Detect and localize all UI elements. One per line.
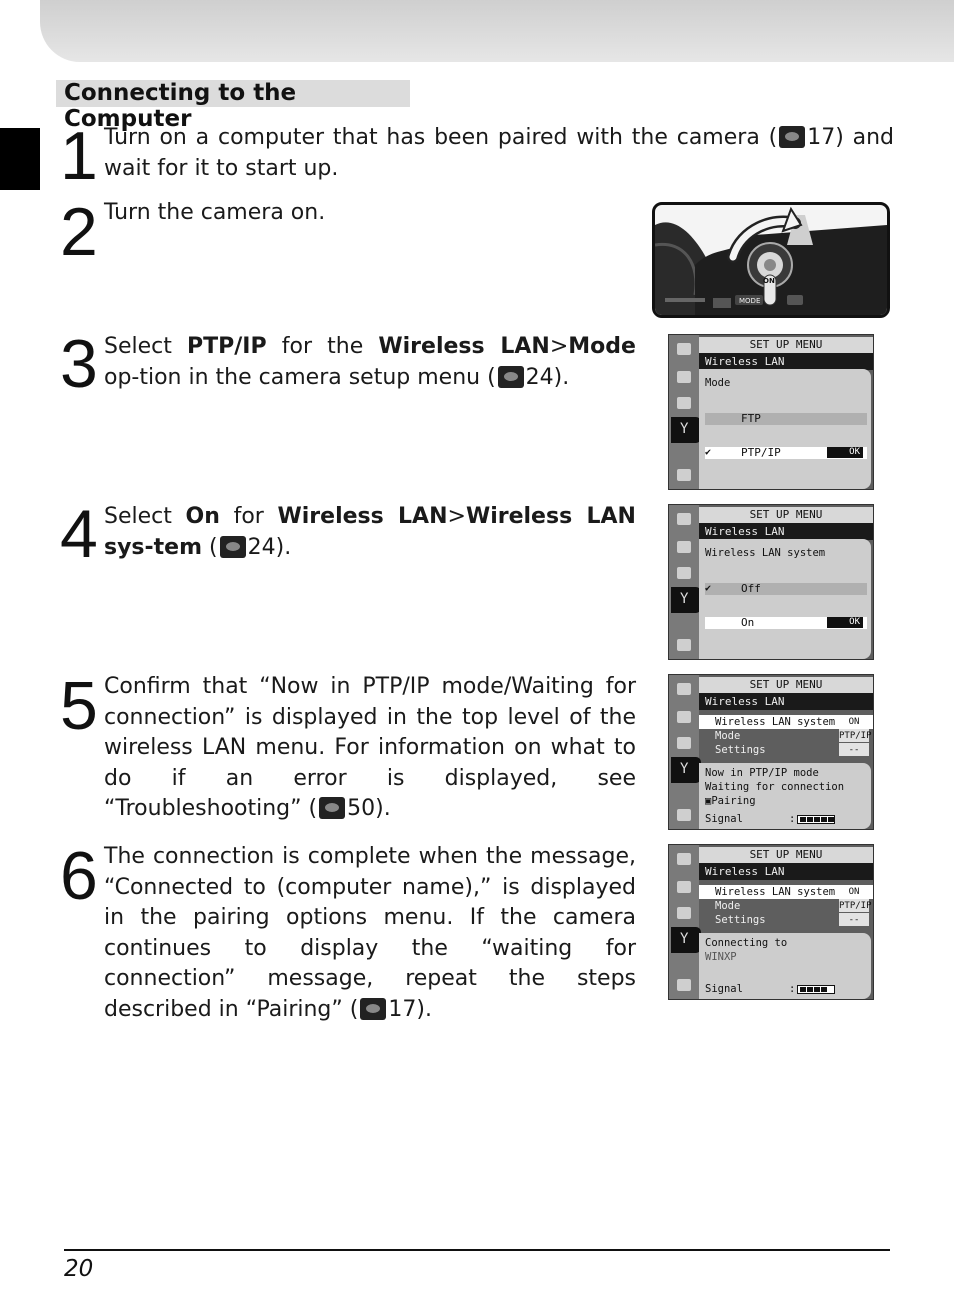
lcd-status-line: Waiting for connection xyxy=(705,781,845,793)
page-reference-icon xyxy=(319,797,345,819)
ok-icon: OK xyxy=(827,447,863,458)
section-heading-text: Connecting to the Computer xyxy=(64,80,297,132)
step-4-text: Select On for Wireless LAN>Wireless LAN sys-tem ( 24). xyxy=(104,504,636,560)
footer-rule xyxy=(64,1249,890,1251)
lcd-signal-colon: : xyxy=(789,983,796,995)
check-icon: ✔ xyxy=(705,447,712,458)
step-3-number: 3 xyxy=(60,326,98,402)
step-3-text: Select PTP/IP for the Wireless LAN>Mode op-tion in the camera setup menu ( 24). xyxy=(104,334,636,390)
lcd-signal-label: Signal xyxy=(705,813,743,825)
page-reference-icon xyxy=(220,536,246,558)
step-4-number: 4 xyxy=(60,496,98,572)
lcd-option-ftp: FTP xyxy=(705,413,867,425)
lcd-status-line: Connecting to xyxy=(705,937,788,949)
signal-strength-icon xyxy=(797,815,835,824)
lcd-status-line: ▣Pairing xyxy=(705,795,756,807)
lcd-menu-title: SET UP MENU xyxy=(699,337,873,353)
lcd-menu-title: SET UP MENU xyxy=(699,847,873,863)
section-heading xyxy=(56,80,410,132)
setup-tool-icon xyxy=(671,927,701,953)
lcd-sub-title: Wireless LAN xyxy=(699,863,873,880)
switch-on-label: ON xyxy=(763,277,775,285)
step-6-number: 6 xyxy=(60,838,98,914)
top-band xyxy=(40,0,954,62)
lcd-menu-title: SET UP MENU xyxy=(699,507,873,523)
lcd-screen-wlan-system xyxy=(668,504,874,660)
lcd-row: Wireless LAN system ON xyxy=(699,715,873,729)
step-5-number: 5 xyxy=(60,668,98,744)
setup-tool-icon xyxy=(671,757,701,783)
step-6-text: The connection is complete when the message, “Connected to (computer name),” is displayed in the pairing options menu. If the camera continues to display the “waiting for connection” message, repeat the steps described in “Pairing” ( 17). xyxy=(104,844,636,1022)
camera-power-switch-illustration xyxy=(652,202,890,318)
lcd-sub-title: Wireless LAN xyxy=(699,693,873,710)
lcd-label: Mode xyxy=(705,377,731,389)
page-reference-icon xyxy=(498,366,524,388)
step-1-text: Turn on a computer that has been paired with the camera ( 17) and wait for it to start up. xyxy=(104,125,894,181)
check-icon: ✔ xyxy=(705,583,712,594)
lcd-sub-title: Wireless LAN xyxy=(699,523,873,540)
step-2-number: 2 xyxy=(60,194,98,270)
lcd-signal-colon: : xyxy=(789,813,796,825)
lcd-option-ptpip: PTP/IP OK xyxy=(705,447,867,459)
step-2-text: Turn the camera on. xyxy=(104,200,326,225)
lcd-menu-title: SET UP MENU xyxy=(699,677,873,693)
setup-tool-icon xyxy=(671,587,701,613)
lcd-row: Settings -- xyxy=(699,913,873,927)
page-reference-icon xyxy=(779,126,805,148)
lcd-option-off: Off xyxy=(705,583,867,595)
lcd-option-on: On OK xyxy=(705,617,867,629)
lcd-row: Mode PTP/IP xyxy=(715,730,872,742)
setup-tool-icon xyxy=(671,417,701,443)
lcd-screen-waiting xyxy=(668,674,874,830)
page-reference-icon xyxy=(360,998,386,1020)
step-1-number: 1 xyxy=(60,118,98,194)
lcd-status-line: Now in PTP/IP mode xyxy=(705,767,819,779)
lcd-sub-title: Wireless LAN xyxy=(699,353,873,370)
lcd-row: Mode PTP/IP xyxy=(715,900,872,912)
lcd-label: Wireless LAN system xyxy=(705,547,826,559)
lcd-signal-label: Signal xyxy=(705,983,743,995)
page-number: 20 xyxy=(64,1256,94,1282)
mode-button-label: MODE xyxy=(739,297,761,305)
page-ref: 17 xyxy=(807,125,836,150)
ok-icon: OK xyxy=(827,617,863,628)
lcd-row: Wireless LAN system ON xyxy=(699,885,873,899)
lcd-status-line: WINXP xyxy=(705,951,737,963)
side-tab-marker xyxy=(0,128,40,190)
lcd-row: Settings -- xyxy=(699,743,873,757)
lcd-screen-connecting xyxy=(668,844,874,1000)
step-5-text: Confirm that “Now in PTP/IP mode/Waiting for connection” is displayed in the top level of the wireless LAN menu. For information on what to do if an error is displayed, see “Troubleshooting” ( 50). xyxy=(104,674,636,821)
signal-strength-icon xyxy=(797,985,835,994)
lcd-screen-mode xyxy=(668,334,874,490)
